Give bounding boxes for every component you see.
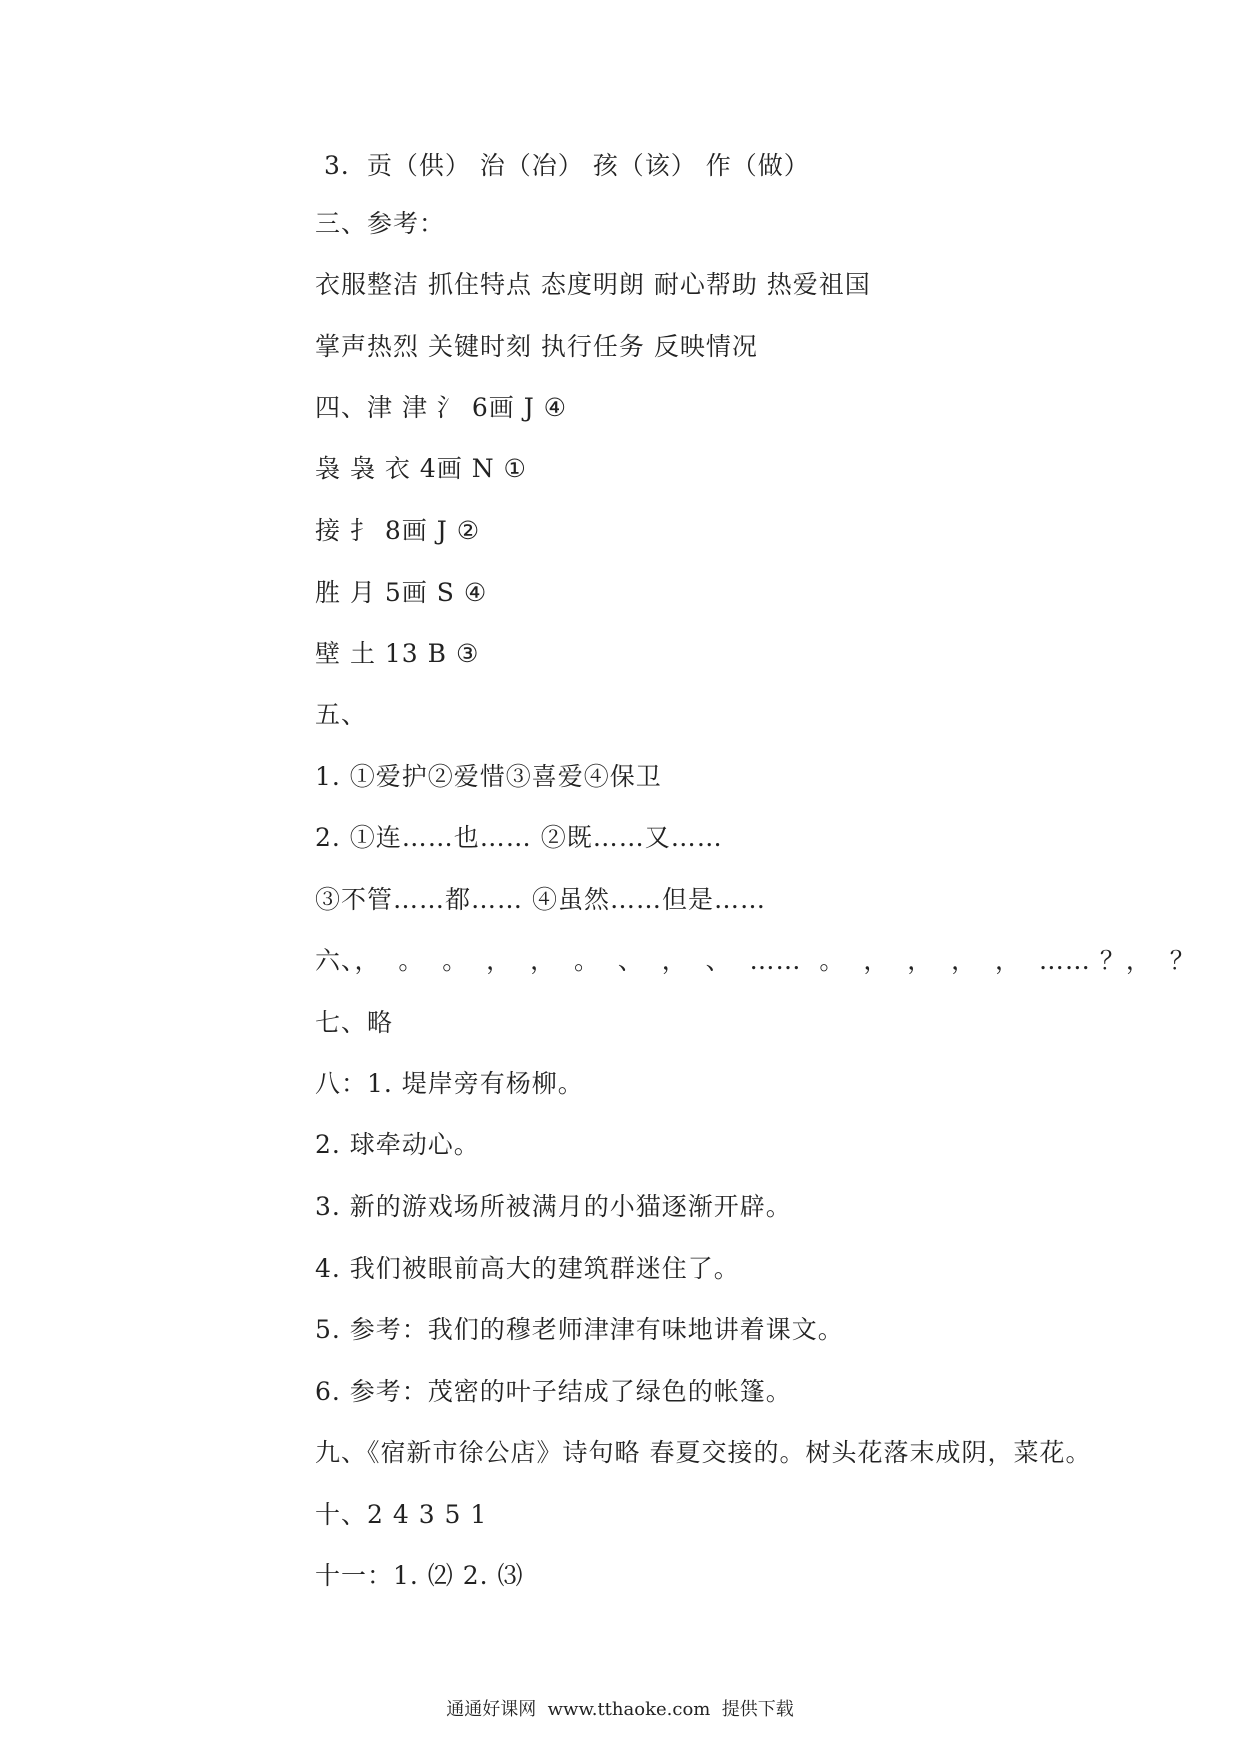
answer-line-16: 八：1. 堤岸旁有杨柳。 — [315, 1069, 584, 1098]
answer-line-8: 胜 月 5画 S ④ — [315, 578, 488, 607]
answer-line-21: 6. 参考：茂密的叶子结成了绿色的帐篷。 — [315, 1377, 792, 1406]
answer-line-13: ③不管……都…… ④虽然……但是…… — [315, 885, 766, 914]
answer-line-15: 七、略 — [315, 1008, 394, 1037]
answer-line-20: 5. 参考：我们的穆老师津津有味地讲着课文。 — [315, 1315, 844, 1344]
answer-line-1: 3．贡（供） 治（冶） 孩（该） 作（做） — [315, 151, 810, 180]
page-footer: 通通好课网 www.tthaoke.com 提供下载 — [446, 1699, 794, 1720]
answer-line-6: 袅 袅 衣 4画 N ① — [315, 454, 527, 483]
answer-line-24: 十一：1. ⑵ 2. ⑶ — [315, 1561, 524, 1590]
answer-line-11: 1. ①爱护②爱惜③喜爱④保卫 — [315, 762, 662, 791]
answer-line-3: 衣服整洁 抓住特点 态度明朗 耐心帮助 热爱祖国 — [315, 270, 871, 299]
answer-line-2: 三、参考： — [315, 209, 446, 238]
answer-line-22: 九、《宿新市徐公店》诗句略 春夏交接的。树头花落末成阴，菜花。 — [315, 1438, 1092, 1467]
answer-line-18: 3. 新的游戏场所被满月的小猫逐渐开辟。 — [315, 1192, 792, 1221]
answer-line-19: 4. 我们被眼前高大的建筑群迷住了。 — [315, 1254, 740, 1283]
answer-line-17: 2. 球牵动心。 — [315, 1130, 480, 1159]
answer-line-12: 2. ①连……也…… ②既……又…… — [315, 823, 723, 852]
answer-line-23: 十、2 4 3 5 1 — [315, 1500, 488, 1529]
answer-line-9: 壁 土 13 B ③ — [315, 639, 480, 668]
answer-line-4: 掌声热烈 关键时刻 执行任务 反映情况 — [315, 332, 758, 361]
answer-line-7: 接 扌 8画 J ② — [315, 516, 481, 545]
answer-line-10: 五、 — [315, 700, 368, 729]
answer-line-5: 四、津 津 氵 6画 J ④ — [315, 393, 568, 422]
answer-line-14: 六、， 。 。 ， ， 。 、 ， 、 …… 。 ， ， ， ， …… ？， ？ — [315, 946, 1196, 975]
